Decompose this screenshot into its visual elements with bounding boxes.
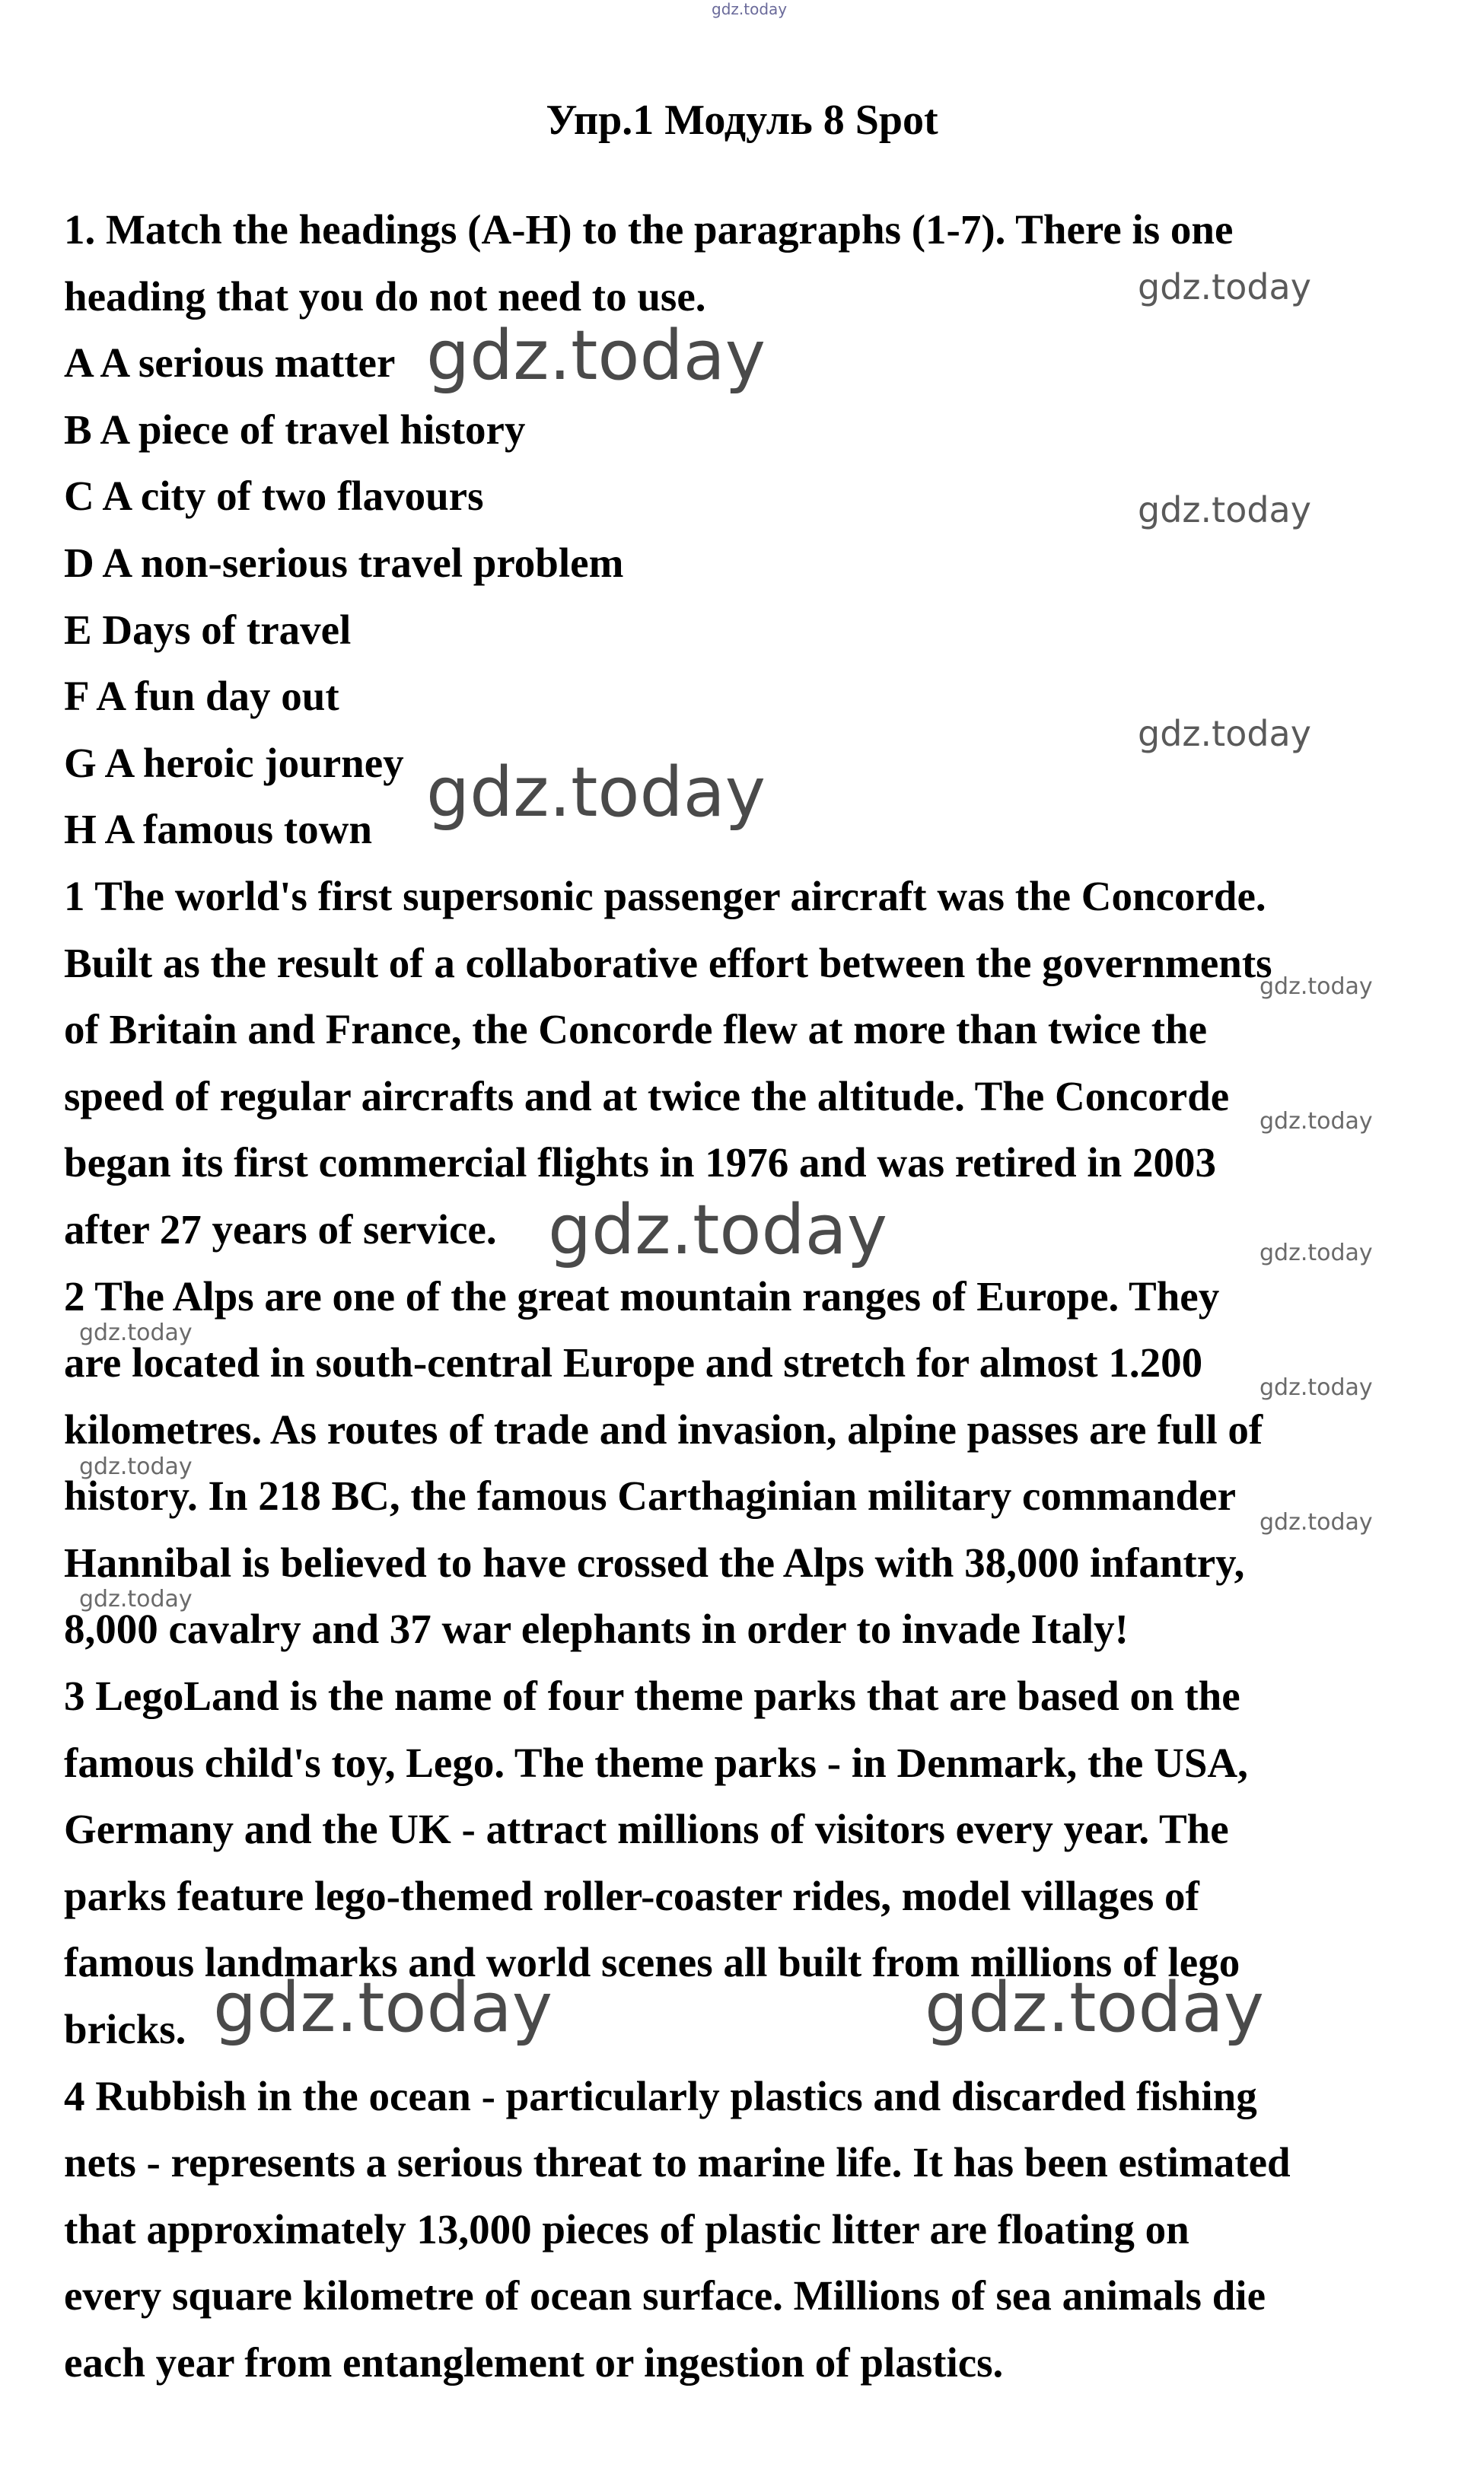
paragraph-line: are located in south-central Europe and stretch for almost 1.200 <box>64 1339 1203 1387</box>
paragraph-line: kilometres. As routes of trade and invasion, alpine passes are full of <box>64 1406 1263 1453</box>
watermark: gdz.today <box>79 1320 193 1346</box>
paragraph-line: each year from entanglement or ingestion of plastics. <box>64 2339 1004 2386</box>
paragraph-2 <box>64 1263 1403 1664</box>
paragraph-line: after 27 years of service. <box>64 1205 497 1253</box>
paragraph-4 <box>64 2063 1403 2396</box>
paragraph-line: 8,000 cavalry and 37 war elephants in order to invade Italy! <box>64 1606 1129 1653</box>
watermark: gdz.today <box>925 1968 1265 2048</box>
paragraph-line: every square kilometre of ocean surface. Millions of sea animals die <box>64 2272 1266 2319</box>
watermark: gdz.today <box>548 1190 888 1270</box>
watermark: gdz.today <box>712 0 788 18</box>
watermark: gdz.today <box>79 1453 193 1480</box>
paragraph-line: nets - represents a serious threat to marine life. It has been estimated <box>64 2139 1291 2186</box>
paragraph-line: 2 The Alps are one of the great mountain ranges of Europe. They <box>64 1272 1220 1320</box>
paragraph-line: Hannibal is believed to have crossed the Alps with 38,000 infantry, <box>64 1539 1245 1586</box>
watermark: gdz.today <box>426 753 766 833</box>
watermark: gdz.today <box>1259 1509 1373 1536</box>
watermark: gdz.today <box>1259 1108 1373 1135</box>
watermark: gdz.today <box>1138 489 1311 530</box>
paragraph-line: 4 Rubbish in the ocean - particularly plastics and discarded fishing <box>64 2072 1257 2119</box>
watermark: gdz.today <box>79 1586 193 1613</box>
paragraph-line: that approximately 13,000 pieces of plastic litter are floating on <box>64 2205 1189 2253</box>
paragraph-line: famous landmarks and world scenes all built from millions of lego <box>64 1939 1240 1986</box>
task-line: 1. Match the headings (A-H) to the paragraphs (1-7). There is one <box>64 206 1234 253</box>
heading-item-c: C A city of two flavours <box>64 473 484 520</box>
paragraph-line: Built as the result of a collaborative effort between the governments <box>64 939 1272 986</box>
page-title: Упр.1 Модуль 8 Spot <box>546 97 938 144</box>
watermark: gdz.today <box>1259 1374 1373 1401</box>
heading-item-g: G A heroic journey <box>64 739 404 786</box>
paragraph-line: parks feature lego-themed roller-coaster rides, model villages of <box>64 1872 1199 1919</box>
heading-item-e: E Days of travel <box>64 606 352 653</box>
paragraph-line: history. In 218 BC, the famous Carthaginian military commander <box>64 1473 1236 1520</box>
heading-item-f: F A fun day out <box>64 673 339 720</box>
task-line: heading that you do not need to use. <box>64 272 706 320</box>
paragraph-line: 3 LegoLand is the name of four theme parks that are based on the <box>64 1673 1240 1720</box>
paragraph-line: speed of regular aircrafts and at twice the altitude. The Concorde <box>64 1072 1230 1119</box>
watermark: gdz.today <box>1259 1240 1373 1266</box>
task-instruction <box>64 196 1403 330</box>
watermark: gdz.today <box>1259 973 1373 1000</box>
heading-item-a: A A serious matter <box>64 339 396 387</box>
paragraph-line: Germany and the UK - attract millions of visitors every year. The <box>64 1806 1229 1853</box>
paragraph-line: of Britain and France, the Concorde flew at more than twice the <box>64 1006 1208 1053</box>
watermark: gdz.today <box>213 1968 553 2048</box>
paragraph-line: famous child's toy, Lego. The theme parks - in Denmark, the USA, <box>64 1739 1248 1786</box>
heading-item-h: H A famous town <box>64 806 372 853</box>
heading-item-b: B A piece of travel history <box>64 406 526 453</box>
watermark: gdz.today <box>426 316 766 396</box>
watermark: gdz.today <box>1138 713 1311 754</box>
paragraph-line: bricks. <box>64 2006 186 2053</box>
paragraph-line: 1 The world's first supersonic passenger aircraft was the Concorde. <box>64 872 1266 919</box>
paragraph-line: began its first commercial flights in 1976 and was retired in 2003 <box>64 1139 1216 1186</box>
watermark: gdz.today <box>1138 266 1311 307</box>
heading-item-d: D A non-serious travel problem <box>64 539 624 586</box>
